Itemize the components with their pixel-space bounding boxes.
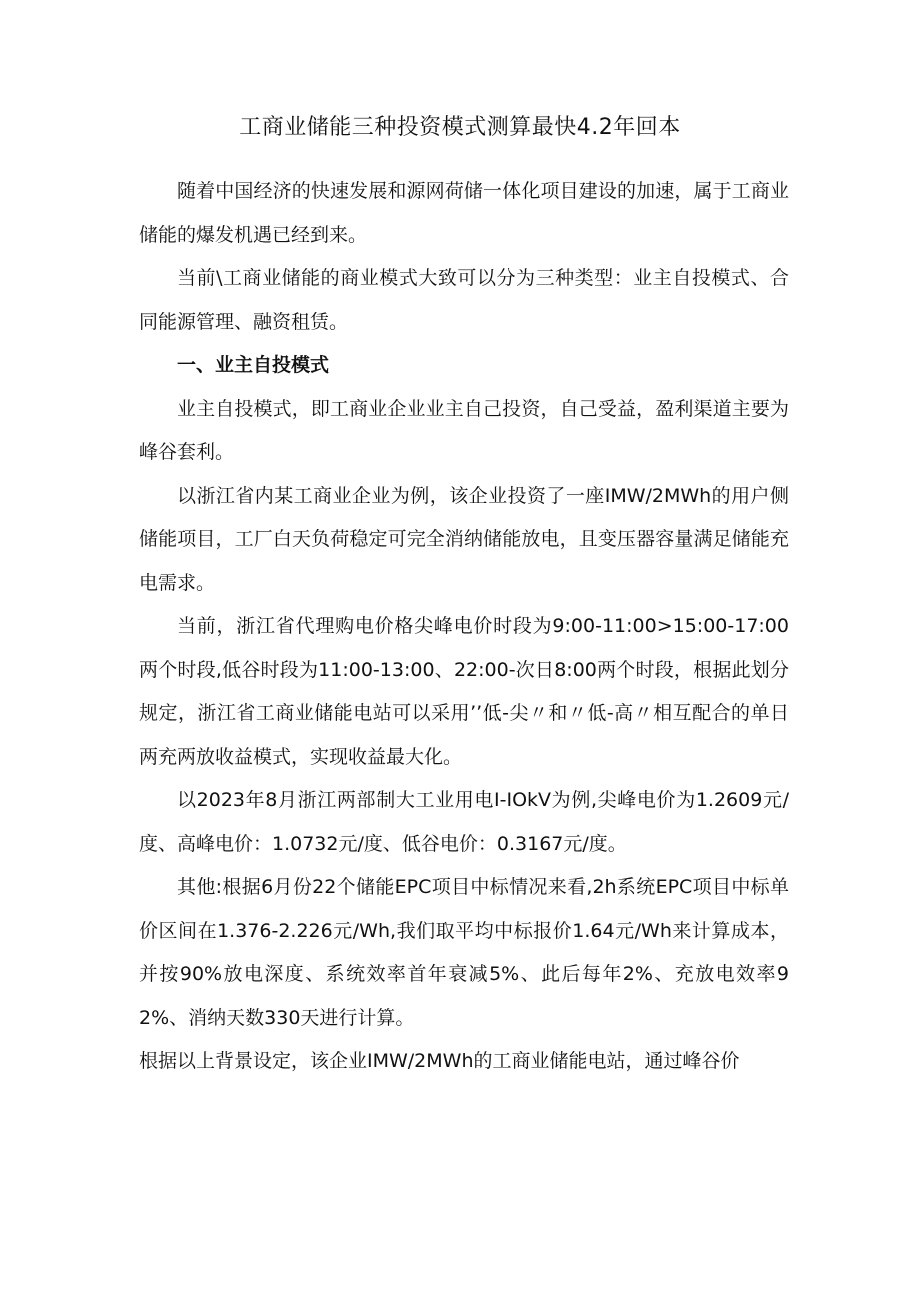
paragraph-electricity-prices: 以2023年8月浙江两部制大工业用电I-IOkV为例,尖峰电价为1.2609元/度、高峰电价：1.0732元/度、低谷电价：0.3167元/度。 [139, 789, 789, 855]
paragraph-epc-costs: 其他:根据6月份22个储能EPC项目中标情况来看,2h系统EPC项目中标单价区间在1.376-2.226元/Wh,我们取平均中标报价1.64元/Wh来计算成本，并按90%放电深度、系统效率首年衰减5%、此后每年2%、充放电效率92%、消纳天数330天进行计算。 [139, 876, 789, 1029]
paragraph-intro: 随着中国经济的快速发展和源网荷储一体化项目建设的加速，属于工商业储能的爆发机遇已经到来。 [139, 180, 789, 246]
section-heading-owner-investment: 一、业主自投模式 [177, 354, 330, 376]
paragraph-conclusion-start: 根据以上背景设定，该企业IMW/2MWh的工商业储能电站，通过峰谷价 [139, 1050, 740, 1072]
paragraph-owner-investment: 业主自投模式，即工商业企业业主自己投资，自己受益，盈利渠道主要为峰谷套利。 [139, 397, 789, 463]
paragraph-time-periods: 当前，浙江省代理购电价格尖峰电价时段为9:00-11:00>15:00-17:00两个时段,低谷时段为11:00-13:00、22:00-次日8:00两个时段，根据此划分规定，浙江省工商业储能电站可以采用’’低-尖〃和〃低-高〃相互配合的单日两充两放收益模式，实现收益最大化。 [139, 615, 789, 768]
paragraph-business-models: 当前\工商业储能的商业模式大致可以分为三种类型：业主自投模式、合同能源管理、融资租赁。 [139, 267, 789, 333]
document-title: 工商业储能三种投资模式测算最快4.2年回本 [239, 115, 681, 140]
document-body [139, 170, 789, 1084]
paragraph-zhejiang-example: 以浙江省内某工商业企业为例，该企业投资了一座IMW/2MWh的用户侧储能项目，工厂白天负荷稳定可完全消纳储能放电，且变压器容量满足储能充电需求。 [139, 484, 789, 594]
